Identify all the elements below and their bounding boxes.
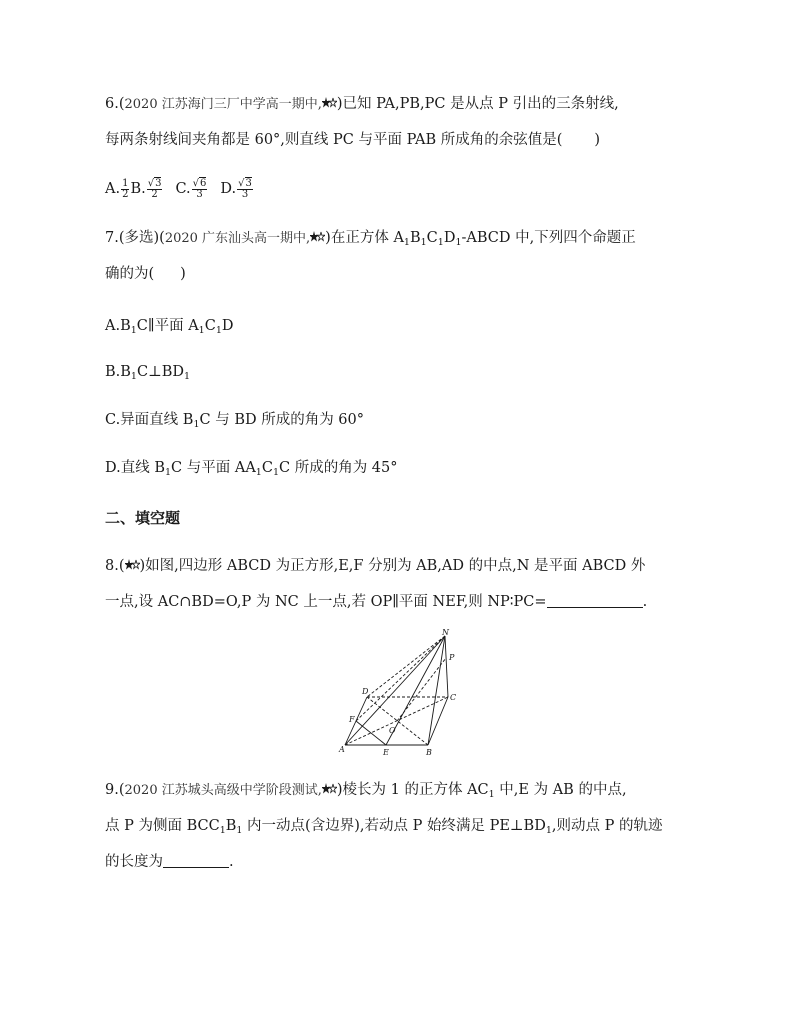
label-b: B	[426, 748, 432, 757]
q8-stem-2: 一点,设 AC∩BD=O,P 为 NC 上一点,若 OP∥平面 NEF,则 NP∶PC=	[105, 594, 547, 610]
q6-option-d-fraction	[237, 179, 253, 200]
period: .	[642, 594, 648, 610]
q7-source: 2020 广东汕头高一期中,	[164, 231, 311, 246]
label-d: D	[362, 687, 369, 696]
q7-option-c	[105, 410, 364, 430]
frac-numerator: 1	[122, 177, 129, 189]
q9-stem-1: )棱长为 1 的正方体 AC	[336, 782, 489, 798]
q6-option-b-fraction	[147, 179, 163, 200]
q7-stem-1: )在正方体 A	[325, 230, 404, 246]
q7-number: 7.(多选)(	[105, 230, 165, 246]
q8-line-1	[105, 556, 645, 576]
q9-line-1	[105, 780, 627, 801]
subscript: 1	[198, 325, 205, 336]
subscript: 1	[193, 419, 200, 430]
q7-paren-close: )	[180, 266, 186, 282]
subscript: 1	[488, 789, 495, 800]
option-text: D.直线 B	[105, 460, 165, 476]
label-f: F	[349, 715, 355, 724]
difficulty-star-icon	[322, 783, 337, 795]
option-text: D	[221, 318, 234, 334]
period: .	[229, 854, 234, 870]
frac-denominator: 2	[151, 188, 158, 200]
frac-denominator: 3	[241, 188, 249, 200]
subscript: 1	[219, 825, 226, 836]
subscript: 1	[437, 237, 444, 248]
label-p: P	[449, 653, 455, 662]
label-c: C	[450, 693, 457, 702]
stem-text: 中,E 为 AB 的中点,	[494, 782, 627, 798]
subscript: 1	[420, 237, 427, 248]
subscript: 1	[545, 825, 552, 836]
frac-numerator: √3	[147, 177, 162, 189]
q6-option-a-label: A.	[105, 181, 121, 197]
q6-option-b-label: B.	[130, 181, 146, 197]
stem-text: 内一动点(含边界),若动点 P 始终满足 PE⊥BD	[242, 818, 546, 834]
q6-line-2	[105, 130, 600, 150]
q6-option-c-fraction	[192, 179, 208, 200]
subscript: 1	[130, 371, 137, 382]
frac-numerator: √3	[238, 177, 252, 189]
q7-option-b	[105, 362, 190, 382]
q9-line-3	[105, 852, 234, 872]
edge-nd	[367, 636, 445, 697]
q6-stem-2: 每两条射线间夹角都是 60°,则直线 PC 与平面 PAB 所成角的余弦值是(	[105, 132, 563, 148]
sqrt-radicand: 3	[245, 177, 252, 189]
stem-text: B	[225, 818, 237, 834]
q6-option-a-fraction	[121, 179, 129, 200]
option-text: C 所成的角为 45°	[279, 460, 398, 476]
q7-option-a: $A.B_1C\parallel$平面 $A_1C_1D$	[105, 318, 234, 336]
subscript: 1	[272, 467, 279, 478]
q9-line-2	[105, 816, 662, 836]
segment-nf	[356, 636, 445, 721]
option-text: C 与 BD 所成的角为 60°	[199, 412, 365, 428]
q9-stem-3: 的长度为	[105, 854, 163, 870]
q8-number: 8.(	[105, 558, 125, 574]
q6-option-c-label: C.	[175, 181, 191, 197]
q9-stem-2: 点 P 为侧面 BCC	[105, 818, 220, 834]
label-o: O	[389, 726, 396, 735]
option-text: C.异面直线 B	[105, 412, 194, 428]
option-text: C 与平面 AA	[171, 460, 256, 476]
segment-ef	[356, 721, 386, 745]
frac-denominator: 3	[196, 188, 203, 200]
q7-stem-2: 确的为(	[105, 266, 155, 282]
q6-source: 2020 江苏海门三厂中学高一期中,	[124, 97, 322, 112]
sqrt-radicand: 6	[200, 177, 207, 189]
option-text: A.B	[105, 318, 131, 334]
subscript: 1	[183, 371, 191, 382]
option-text: C∥平面 A	[136, 318, 199, 334]
edge-bc	[428, 697, 448, 745]
frac-numerator: √6	[192, 177, 207, 189]
q6-line-1	[105, 94, 619, 115]
edge-nc	[445, 636, 448, 697]
q6-option-d-label: D.	[220, 181, 237, 197]
diagonal-ac	[345, 697, 448, 745]
subscript: 1	[255, 467, 262, 478]
q8-line-2	[105, 592, 647, 612]
q6-options	[105, 176, 254, 202]
q6-stem-1: )已知 PA,PB,PC 是从点 P 引出的三条射线,	[336, 96, 619, 112]
q6-number: 6.(	[105, 96, 125, 112]
option-text: B.B	[105, 364, 131, 380]
section-title: 二、填空题	[105, 509, 181, 527]
q7-line-1: 7.(多选)(2020 广东汕头高一期中, )在正方体 $A_1B_1C_1D_1$-ABCD 中,下列四个命题正	[105, 230, 636, 248]
frac-denominator: 2	[122, 188, 129, 200]
answer-blank[interactable]	[547, 593, 643, 608]
stem-text: ,则动点 P 的轨迹	[551, 818, 663, 834]
subscript: 1	[164, 467, 172, 478]
geometry-figure	[335, 628, 465, 758]
q6-paren-close: )	[594, 132, 601, 148]
sqrt-radicand: 3	[155, 177, 162, 189]
subscript: 1	[130, 325, 137, 336]
difficulty-star-icon	[125, 559, 140, 571]
option-text: C⊥BD	[136, 364, 184, 380]
subscript: 1	[215, 325, 222, 336]
difficulty-star-icon	[322, 97, 337, 109]
label-n: N	[442, 628, 449, 637]
q8-stem-1: )如图,四边形 ABCD 为正方形,E,F 分别为 AB,AD 的中点,N 是平面 ABCD 外	[139, 558, 646, 574]
label-e: E	[383, 748, 389, 757]
difficulty-star-icon	[310, 231, 325, 243]
answer-blank[interactable]	[163, 853, 229, 868]
label-a: A	[339, 745, 345, 754]
q7-option-d: D.直线 $B_1C$ 与平面 $AA_1C_1C$ 所成的角为 45°	[105, 460, 398, 478]
subscript: 1	[236, 825, 243, 836]
subscript: 1	[403, 237, 410, 248]
q9-number: 9.(	[105, 782, 125, 798]
q9-source: 2020 江苏城头高级中学阶段测试,	[124, 783, 322, 798]
subscript: 1	[455, 237, 462, 248]
q7-line-2	[105, 264, 186, 284]
